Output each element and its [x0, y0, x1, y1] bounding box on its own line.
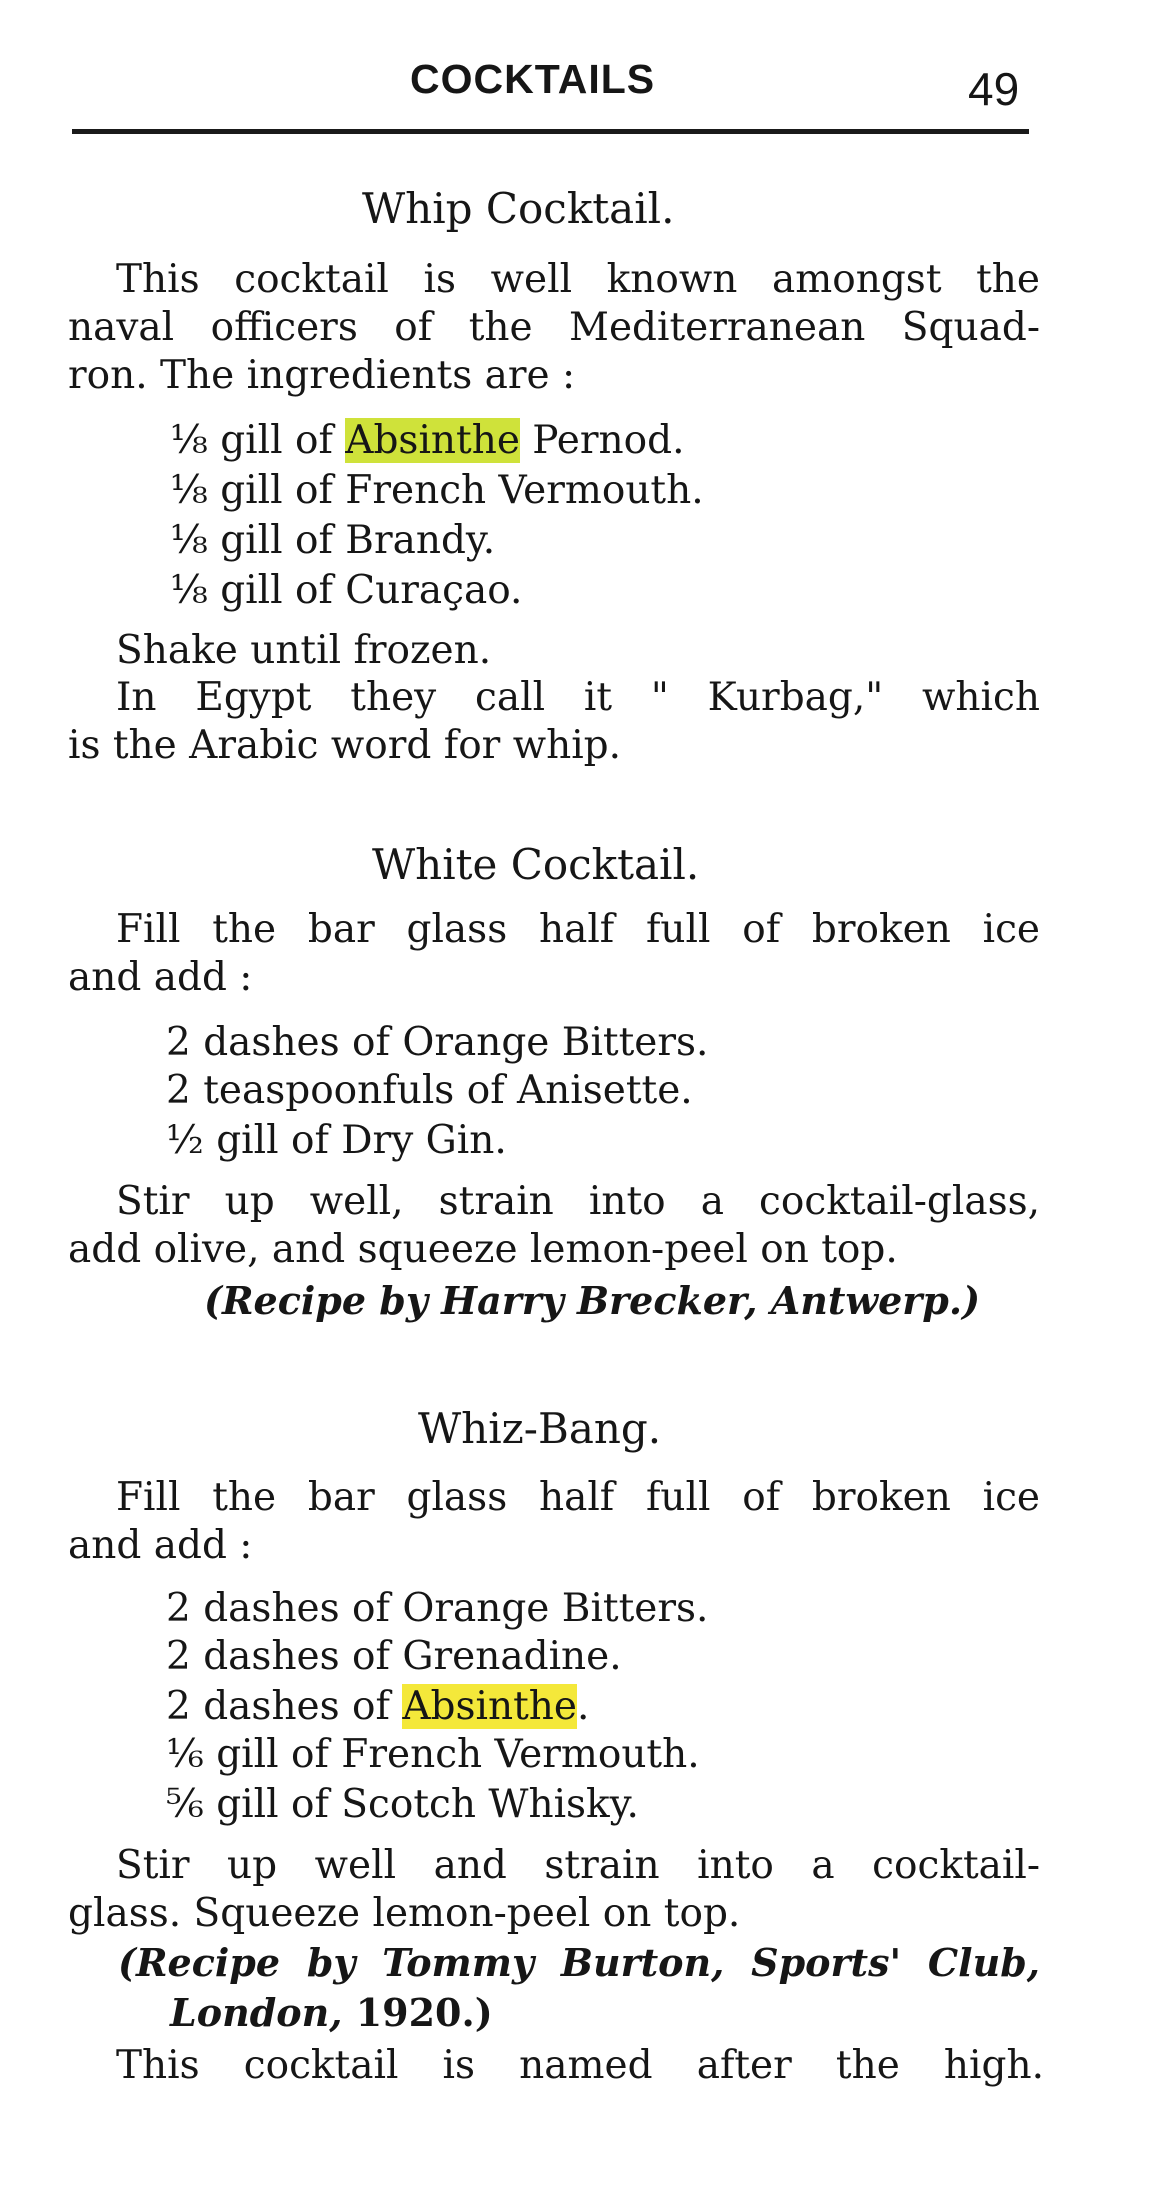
credit-place: London, — [170, 1990, 343, 2035]
ingredient-text: 2 dashes of — [166, 1684, 403, 1729]
credit-year: 1920.) — [342, 1990, 493, 2035]
note-line: is the Arabic word for whip. — [68, 723, 622, 768]
ingredient-line: 2 dashes of Orange Bitters. — [166, 1020, 709, 1065]
ingredient-line: ⅙ gill of French Vermouth. — [166, 1732, 700, 1777]
running-header-title: COCKTAILS — [410, 56, 656, 102]
method-line: Stir up well, strain into a cocktail-glass, — [116, 1179, 1040, 1224]
recipe-title-whip: Whip Cocktail. — [362, 184, 675, 233]
ingredient-line: 2 dashes of Grenadine. — [166, 1634, 622, 1679]
white-intro-line: and add : — [68, 955, 253, 1000]
ingredient-line: ⅛ gill of Brandy. — [170, 518, 496, 563]
method-line: add olive, and squeeze lemon-peel on top. — [68, 1227, 898, 1272]
ingredient-line — [166, 1684, 589, 1729]
whip-intro-line: This cocktail is well known amongst the — [116, 257, 1040, 302]
whip-intro-line: ron. The ingredients are : — [68, 353, 576, 398]
method-line: Stir up well and strain into a cocktail- — [116, 1843, 1040, 1888]
whizbang-intro-line: and add : — [68, 1523, 253, 1568]
method-line: glass. Squeeze lemon-peel on top. — [68, 1891, 741, 1936]
instruction-line: Shake until frozen. — [116, 628, 492, 673]
white-method-paragraph — [68, 1178, 1040, 1274]
ingredient-line — [170, 418, 684, 463]
recipe-credit: (Recipe by Tommy Burton, Sports' Club, — [118, 1940, 1040, 1985]
header-rule — [72, 129, 1029, 134]
white-intro-line: Fill the bar glass half full of broken ice — [116, 907, 1040, 952]
ingredient-line: ⅚ gill of Scotch Whisky. — [166, 1782, 639, 1827]
whizbang-intro-line: Fill the bar glass half full of broken ice — [116, 1475, 1040, 1520]
closing-paragraph — [116, 2042, 1044, 2090]
closing-line: This cocktail is named after the high. — [116, 2043, 1044, 2088]
ingredient-line: 2 teaspoonfuls of Anisette. — [166, 1068, 693, 1113]
recipe-credit: (Recipe by Harry Brecker, Antwerp.) — [204, 1278, 981, 1323]
ingredient-text: Pernod. — [519, 418, 685, 463]
whizbang-method-paragraph — [68, 1842, 1040, 1938]
highlighted-word: Absinthe — [345, 418, 520, 463]
page-number: 49 — [968, 63, 1020, 115]
whizbang-intro-paragraph — [68, 1474, 1040, 1570]
ingredient-text: . — [576, 1684, 590, 1729]
white-intro-paragraph — [68, 906, 1040, 1002]
whip-intro-line: naval officers of the Mediterranean Squad- — [68, 305, 1040, 350]
ingredient-line: ½ gill of Dry Gin. — [166, 1118, 507, 1163]
ingredient-text: ⅛ gill of — [170, 418, 346, 463]
recipe-credit-continued — [170, 1990, 493, 2035]
note-line: In Egypt they call it " Kurbag," which — [116, 675, 1040, 720]
highlighted-word: Absinthe — [402, 1684, 577, 1729]
whip-intro-paragraph — [68, 256, 1040, 400]
ingredient-line: ⅛ gill of Curaçao. — [170, 568, 523, 613]
whip-note-paragraph — [68, 674, 1040, 770]
recipe-title-whizbang: Whiz-Bang. — [418, 1404, 662, 1453]
ingredient-line: 2 dashes of Orange Bitters. — [166, 1586, 709, 1631]
ingredient-line: ⅛ gill of French Vermouth. — [170, 468, 704, 513]
recipe-title-white: White Cocktail. — [372, 840, 700, 889]
